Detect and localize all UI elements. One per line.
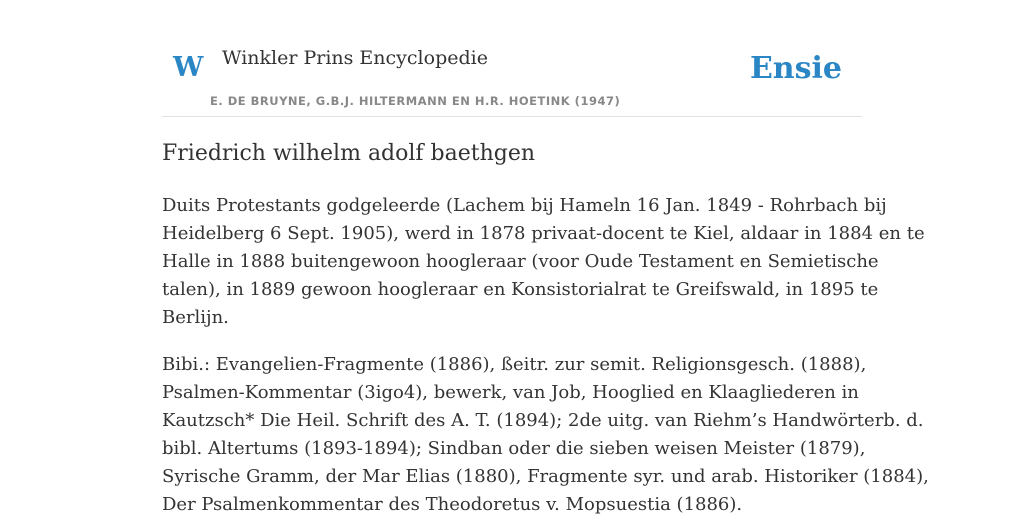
article-paragraph-2 (162, 351, 929, 519)
text-line: Bibi.: Evangelien-Fragmente (1886), ßeitr. zur semit. Religionsgesch. (1888), (162, 354, 867, 375)
article-title: Friedrich wilhelm adolf baethgen (162, 141, 536, 166)
text-line: Syrische Gramm, der Mar Elias (1880), Fragmente syr. und arab. Historiker (1884), (162, 466, 929, 487)
winkler-prins-logo[interactable]: W (173, 52, 204, 83)
article-paragraph-1 (162, 192, 925, 332)
text-line: Halle in 1888 buitengewoon hoogleraar (voor Oude Testament en Semietische (162, 251, 879, 272)
source-authors: E. DE BRUYNE, G.B.J. HILTERMANN EN H.R. HOETINK (1947) (210, 94, 621, 108)
text-line: Der Psalmenkommentar des Theodoretus v. Mopsuestia (1886). (162, 494, 743, 515)
text-line: Heidelberg 6 Sept. 1905), werd in 1878 privaat-docent te Kiel, aldaar in 1884 en te (162, 223, 925, 244)
site-header (162, 0, 862, 117)
text-line: Duits Protestants godgeleerde (Lachem bij Hameln 16 Jan. 1849 - Rohrbach bij (162, 195, 887, 216)
source-title[interactable]: Winkler Prins Encyclopedie (222, 47, 488, 69)
text-line: Berlijn. (162, 307, 229, 328)
text-line: talen), in 1889 gewoon hoogleraar en Konsistorialrat te Greifswald, in 1895 te (162, 279, 879, 300)
text-line: Kautzsch* Die Heil. Schrift des A. T. (1894); 2de uitg. van Riehm’s Handwörterb. d. (162, 410, 924, 431)
text-line: bibl. Altertums (1893-1894); Sindban oder die sieben weisen Meister (1879), (162, 438, 866, 459)
text-line: Psalmen-Kommentar (3igo4), bewerk, van Job, Hooglied en Klaagliederen in (162, 382, 859, 403)
ensie-logo[interactable]: Ensie (749, 51, 842, 86)
page (162, 0, 929, 515)
